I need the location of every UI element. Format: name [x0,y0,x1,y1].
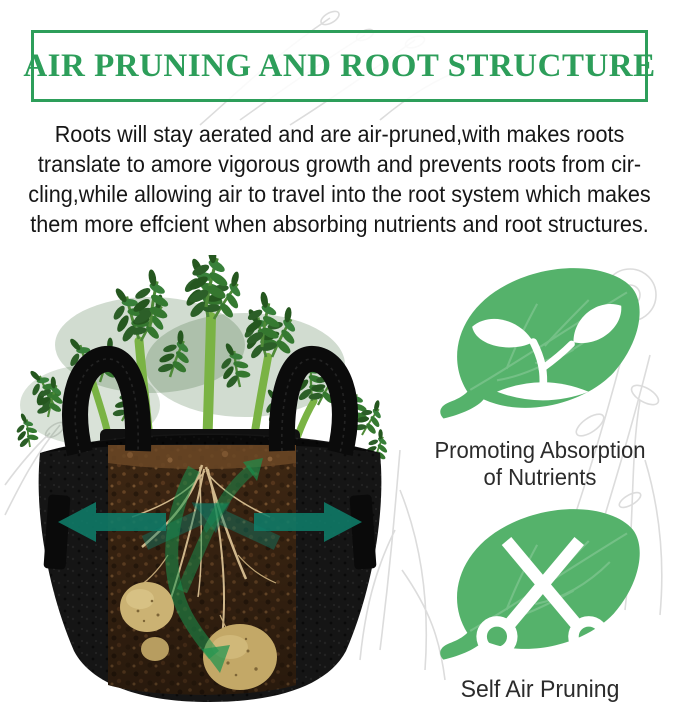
feature-label-line: Self Air Pruning [460,676,620,703]
description-line: Roots will stay aerated and are air-pruned,with makes roots [54,121,625,147]
grow-bag-photo [0,255,420,709]
description-line: them more effcient when absorbing nutrients and root structures. [30,211,649,237]
feature-label-line: of Nutrients [483,464,597,490]
leaf-seedling-badge [430,258,650,430]
grow-bag-illustration [0,255,420,709]
description-text [20,119,658,239]
feature-label-absorption [410,437,669,491]
page-title: AIR PRUNING AND ROOT STRUCTURE [23,47,656,84]
feature-label-self-pruning [425,676,655,703]
leaf-scissors-badge [430,496,650,674]
feature-label-line: Promoting Absorption [434,437,646,463]
description-line: translate to amore vigorous growth and prevents roots from cir- [37,151,642,177]
description-line: cling,while allowing air to travel into the root system which makes [28,181,651,207]
title-banner [23,30,656,102]
